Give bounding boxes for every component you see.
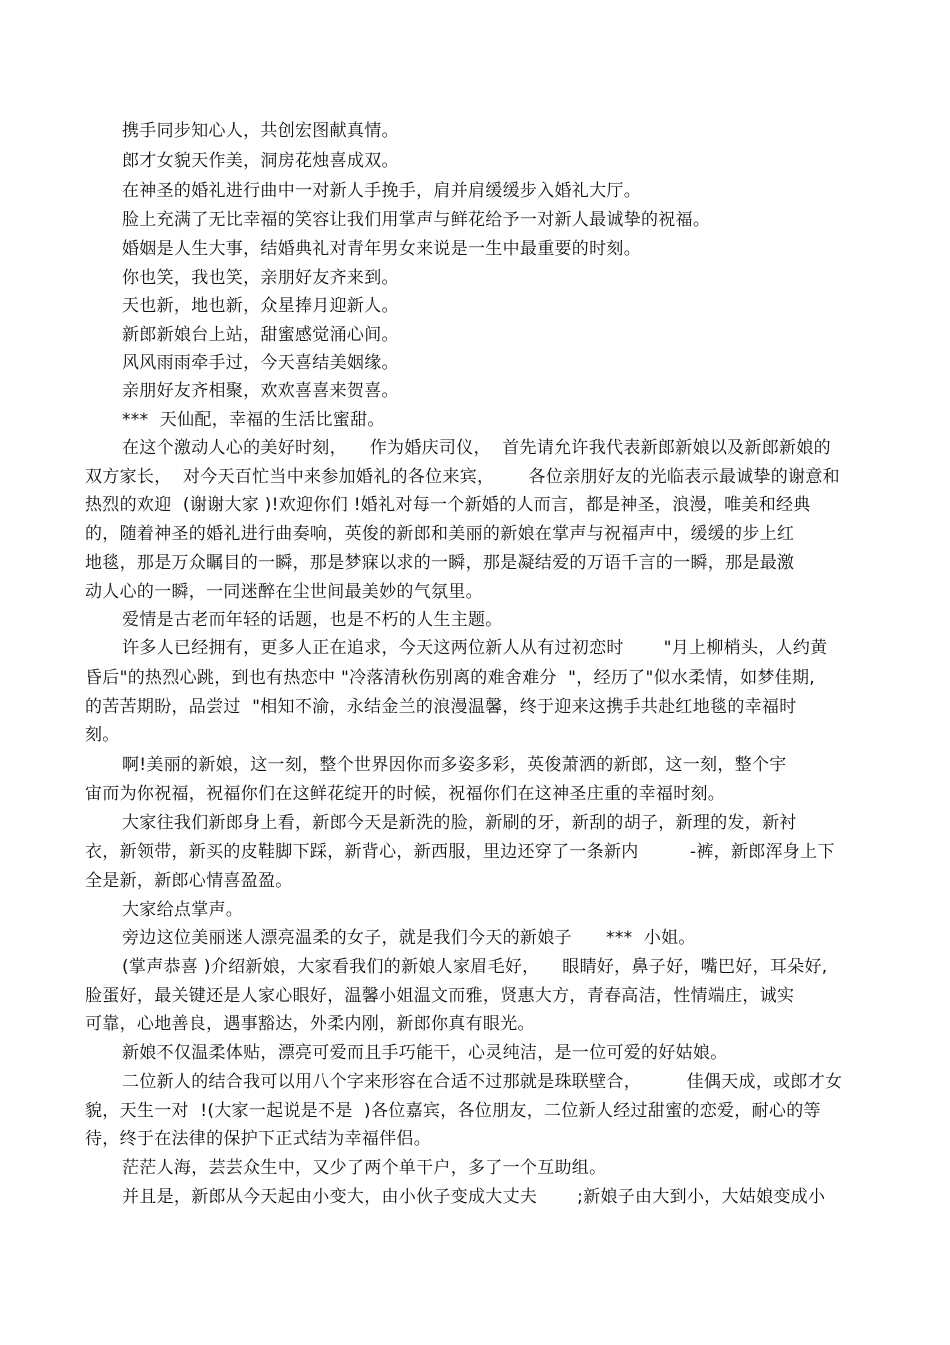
text-line: 你也笑，我也笑，亲朋好友齐来到。	[122, 268, 399, 288]
text-line: 风风雨雨牵手过，今天喜结美姻缘。	[122, 353, 399, 373]
text-line: 大家往我们新郎身上看，新郎今天是新洗的脸，新刷的牙，新刮的胡子，新理的发，新衬	[122, 813, 797, 833]
text-line: 茫茫人海，芸芸众生中，又少了两个单干户，多了一个互助组。	[122, 1158, 607, 1178]
text-line: 新郎新娘台上站，甜蜜感觉涌心间。	[122, 325, 399, 345]
text-line: 热烈的欢迎 (谢谢大家 )!欢迎你们 !婚礼对每一个新婚的人而言，都是神圣，浪漫，唯美和经典	[85, 495, 811, 515]
text-line: 的，随着神圣的婚礼进行曲奏响，英俊的新郎和美丽的新娘在掌声与祝福声中，缓缓的步上红	[85, 524, 795, 544]
text-line: 啊!美丽的新娘，这一刻，整个世界因你而多姿多彩，英俊萧洒的新郎，这一刻，整个宇	[122, 755, 787, 775]
text-line: 婚姻是人生大事，结婚典礼对青年男女来说是一生中最重要的时刻。	[122, 239, 641, 259]
text-line: 宙而为你祝福，祝福你们在这鲜花绽开的时候，祝福你们在这神圣庄重的幸福时刻。	[85, 784, 726, 804]
text-line: 二位新人的结合我可以用八个字来形容在合适不过那就是珠联壁合， 佳偶天成，或郎才女	[122, 1072, 843, 1092]
text-line: 双方家长， 对今天百忙当中来参加婚礼的各位来宾， 各位亲朋好友的光临表示最诚挚的谢意和	[85, 467, 840, 487]
text-line: 爱情是古老而年轻的话题，也是不朽的人生主题。	[122, 610, 503, 630]
text-line: 许多人已经拥有，更多人正在追求，今天这两位新人从有过初恋时 "月上柳梢头，人约黄	[122, 638, 828, 658]
text-line: 亲朋好友齐相聚，欢欢喜喜来贺喜。	[122, 381, 399, 401]
text-line: 携手同步知心人，共创宏图献真情。	[122, 121, 399, 141]
text-line: 地毯，那是万众瞩目的一瞬，那是梦寐以求的一瞬，那是凝结爱的万语千言的一瞬，那是最激	[85, 553, 795, 573]
text-line: 待，终于在法律的保护下正式结为幸福伴侣。	[85, 1129, 431, 1149]
text-line: 郎才女貌天作美，洞房花烛喜成双。	[122, 151, 399, 171]
text-line: 昏后"的热烈心跳，到也有热恋中 "冷落清秋伤别离的难舍难分 "，经历了"似水柔情，如梦佳期,	[85, 668, 815, 688]
text-line: 在神圣的婚礼进行曲中一对新人手挽手，肩并肩缓缓步入婚礼大厅。	[122, 181, 641, 201]
text-line: 在这个激动人心的美好时刻， 作为婚庆司仪， 首先请允许我代表新郎新娘以及新郎新娘的	[122, 438, 831, 458]
text-line: 衣，新领带，新买的皮鞋脚下踩，新背心，新西服，里边还穿了一条新内 -裤，新郎浑身上下	[85, 842, 835, 862]
text-line: 貌，天生一对 !(大家一起说是不是 )各位嘉宾，各位朋友，二位新人经过甜蜜的恋爱，耐心的等	[85, 1101, 821, 1121]
text-line: 全是新，新郎心情喜盈盈。	[85, 871, 293, 891]
text-line: *** 天仙配，幸福的生活比蜜甜。	[122, 410, 385, 430]
text-line: 旁边这位美丽迷人漂亮温柔的女子，就是我们今天的新娘子 *** 小姐。	[122, 928, 696, 948]
text-line: 天也新，地也新，众星捧月迎新人。	[122, 296, 399, 316]
text-line: 新娘不仅温柔体贴，漂亮可爱而且手巧能干，心灵纯洁，是一位可爱的好姑娘。	[122, 1043, 728, 1063]
text-line: 脸上充满了无比幸福的笑容让我们用掌声与鲜花给予一对新人最诚挚的祝福。	[122, 210, 711, 230]
text-line: 可靠，心地善良，遇事豁达，外柔内刚，新郎你真有眼光。	[85, 1014, 535, 1034]
text-line: 并且是，新郎从今天起由小变大，由小伙子变成大丈夫 ;新娘子由大到小，大姑娘变成小	[122, 1187, 826, 1207]
text-line: 的苦苦期盼，品尝过 "相知不渝，永结金兰的浪漫温馨，终于迎来这携手共赴红地毯的幸福时	[85, 697, 797, 717]
text-line: 刻。	[85, 725, 120, 745]
text-line: 动人心的一瞬，一同迷醉在尘世间最美妙的气氛里。	[85, 582, 483, 602]
text-line: (掌声恭喜 )介绍新娘，大家看我们的新娘人家眉毛好， 眼睛好，鼻子好，嘴巴好，耳朵好,	[122, 957, 828, 977]
text-line: 大家给点掌声。	[122, 900, 244, 920]
text-line: 脸蛋好，最关键还是人家心眼好，温馨小姐温文而雅，贤惠大方，青春高洁，性情端庄，诚实	[85, 986, 795, 1006]
